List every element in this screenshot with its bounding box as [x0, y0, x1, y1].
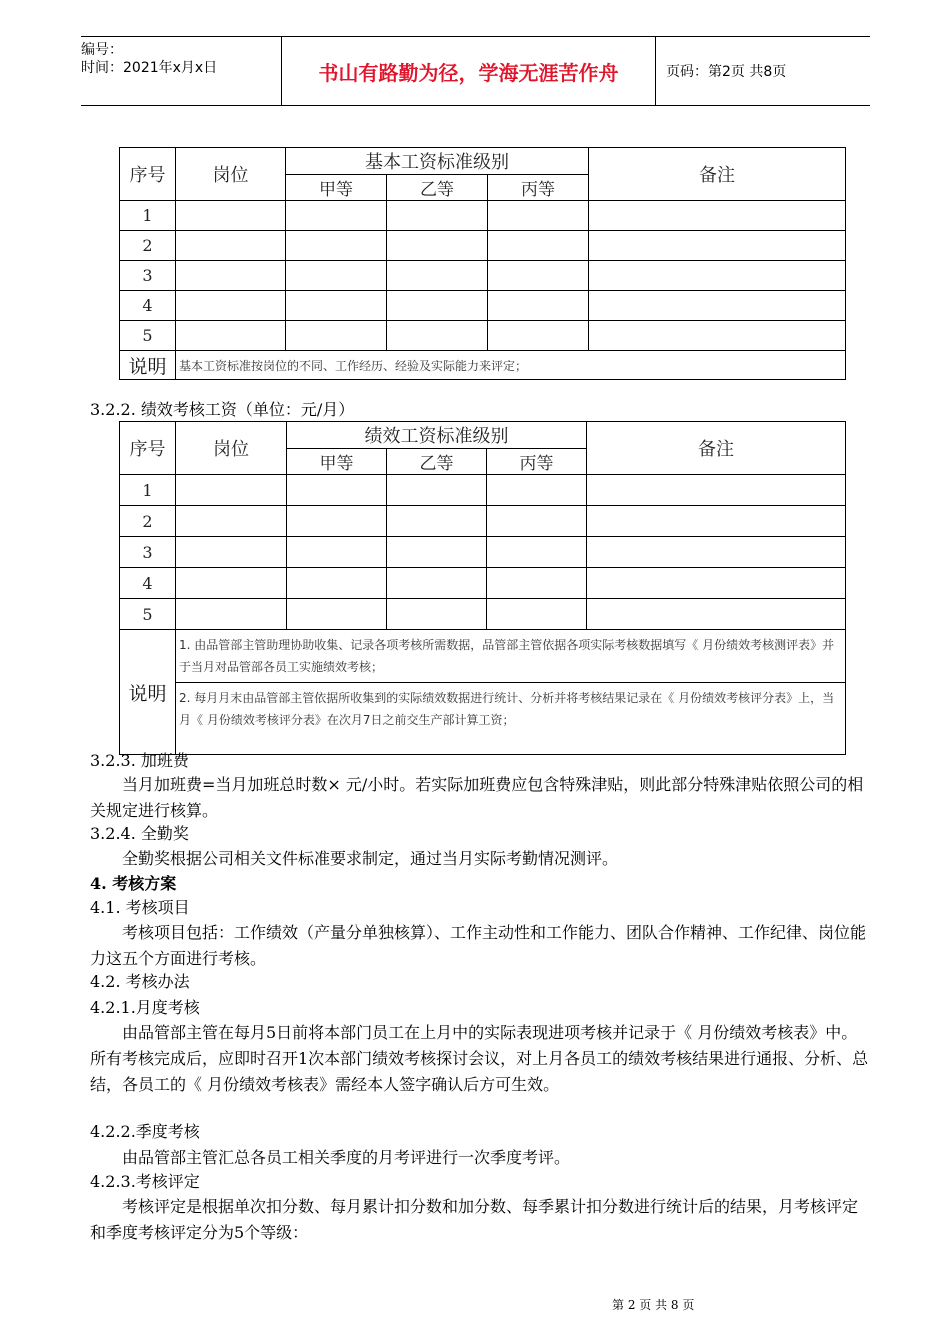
table-row [120, 537, 846, 568]
paragraph-monthly: 由品管部主管在每月5日前将本部门员工在上月中的实际表现进项考核并记录于《 月份绩效考核表》中。所有考核完成后，应即时召开1次本部门绩效考核探讨会议，对上月各员工的绩效考核结果进行通报、分析、总结，各员工的《 月份绩效考核表》需经本人签字确认后方可生效。 [90, 1023, 869, 1094]
table-row [120, 201, 846, 231]
row-number: 1 [120, 201, 176, 231]
paragraph-overtime: 当月加班费=当月加班总时数× 元/小时。若实际加班费应包含特殊津贴，则此部分特殊津贴依照公司的相关规定进行核算。 [90, 775, 864, 820]
col-post-header: 岗位 [176, 422, 287, 475]
grade-group-header: 基本工资标准级别 [286, 148, 589, 175]
section-4-1: 4.1. 考核项目 [90, 898, 190, 917]
row-number: 5 [120, 599, 176, 630]
row-number: 5 [120, 321, 176, 351]
table-row [120, 261, 846, 291]
table-row [120, 599, 846, 630]
base-salary-table [119, 147, 846, 380]
col-seq-header: 序号 [120, 422, 176, 475]
note-item-2: 2. 每月月末由品管部主管依据所收集到的实际绩效数据进行统计、分析并将考核结果记录在《 月份绩效考核评分表》上，当月《 月份绩效考核评分表》在次月7日之前交生产部计算工资； [176, 683, 846, 755]
page-footer: 第 2 页 共 8 页 [612, 1298, 695, 1312]
grade-c-header: 丙等 [487, 449, 587, 475]
table-row [120, 506, 846, 537]
row-number: 2 [120, 506, 176, 537]
paragraph-items: 考核项目包括：工作绩效（产量分单独核算）、工作主动性和工作能力、团队合作精神、工作纪律、岗位能力这五个方面进行考核。 [90, 923, 867, 968]
table-row [120, 568, 846, 599]
row-number: 1 [120, 475, 176, 506]
header-motto: 书山有路勤为径，学海无涯苦作舟 [281, 37, 656, 105]
paragraph-rating: 考核评定是根据单次扣分数、每月累计扣分数和加分数、每季累计扣分数进行统计后的结果，月考核评定和季度考核评定分为5个等级： [90, 1197, 859, 1242]
performance-salary-table [119, 421, 846, 755]
grade-b-header: 乙等 [387, 175, 488, 201]
row-number: 2 [120, 231, 176, 261]
grade-c-header: 丙等 [488, 175, 589, 201]
grade-a-header: 甲等 [286, 175, 387, 201]
table-row [120, 291, 846, 321]
section-3-2-4: 3.2.4. 全勤奖 [90, 824, 189, 843]
table-row [120, 231, 846, 261]
section-4-2-1: 4.2.1.月度考核 [90, 998, 200, 1017]
note-item-1: 1. 由品管部主管助理协助收集、记录各项考核所需数据，品管部主管依据各项实际考核数据填写《 月份绩效考核测评表》并于当月对品管部各员工实施绩效考核； [176, 630, 846, 683]
row-number: 3 [120, 261, 176, 291]
section-4-2-2: 4.2.2.季度考核 [90, 1122, 200, 1141]
paragraph-quarterly: 由品管部主管汇总各员工相关季度的月考评进行一次季度考评。 [122, 1148, 571, 1167]
row-number: 3 [120, 537, 176, 568]
note-label: 说明 [120, 351, 176, 380]
section-4-2: 4.2. 考核办法 [90, 972, 190, 991]
table-row [120, 475, 846, 506]
section-3-2-3: 3.2.3. 加班费 [90, 751, 189, 770]
note-label: 说明 [120, 630, 176, 755]
header-page-info: 页码：第2页 共8页 [666, 64, 787, 80]
header-meta [81, 37, 281, 109]
doc-code-label: 编号： [81, 42, 123, 58]
grade-group-header: 绩效工资标准级别 [287, 422, 587, 449]
paragraph-attendance: 全勤奖根据公司相关文件标准要求制定，通过当月实际考勤情况测评。 [122, 849, 619, 868]
row-number: 4 [120, 291, 176, 321]
doc-time-label: 时间：2021年x月x日 [81, 60, 218, 76]
grade-b-header: 乙等 [387, 449, 487, 475]
page-header [81, 36, 870, 106]
col-remark-header: 备注 [587, 422, 846, 475]
col-post-header: 岗位 [176, 148, 286, 201]
section-3-2-2: 3.2.2. 绩效考核工资（单位：元/月） [90, 400, 355, 419]
grade-a-header: 甲等 [287, 449, 387, 475]
section-4: 4. 考核方案 [90, 874, 177, 893]
col-seq-header: 序号 [120, 148, 176, 201]
row-number: 4 [120, 568, 176, 599]
note-text: 基本工资标准按岗位的不同、工作经历、经验及实际能力来评定； [176, 351, 846, 380]
section-4-2-3: 4.2.3.考核评定 [90, 1172, 200, 1191]
table-row [120, 321, 846, 351]
col-remark-header: 备注 [589, 148, 846, 201]
